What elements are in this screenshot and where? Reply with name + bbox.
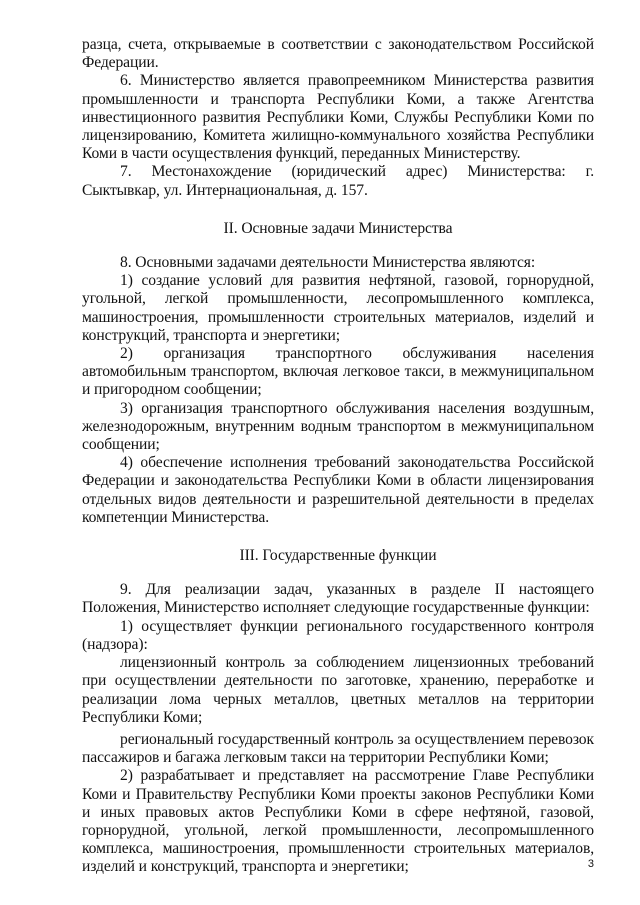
page-number: 3	[587, 858, 594, 870]
paragraph-8: 8. Основными задачами деятельности Министерства являются:	[120, 254, 536, 272]
paragraph-8-item-1: 1) создание условий для развития нефтяной, газовой, горнорудной, угольной, легкой промышленности, лесопромышленного комплекса, машиностроения, промышленности строительных материалов, изделий и конструкций, транспорта и энергетики;	[82, 272, 594, 344]
paragraph-9-item-1b: региональный государственный контроль за осуществлением перевозок пассажиров и багажа легковым такси на территории Республики Коми;	[82, 730, 594, 767]
paragraph-9: 9. Для реализации задач, указанных в разделе II настоящего Положения, Министерство исполняет следующие государственные функции:	[82, 581, 594, 617]
paragraph-8-item-2: 2) организация транспортного обслуживания населения автомобильным транспортом, включая легковое такси, в межмуниципальном и пригородном сообщении;	[82, 345, 594, 399]
section-heading-3: III. Государственные функции	[239, 547, 437, 565]
document-body	[82, 36, 594, 877]
section-heading-2: II. Основные задачи Министерства	[223, 219, 453, 237]
paragraph-continuation: разца, счета, открываемые в соответствии с законодательством Российской Федерации.	[82, 36, 594, 72]
paragraph-9-item-2: 2) разрабатывает и представляет на рассмотрение Главе Республики Коми и Правительству Республики Коми проекты законов Республики Коми и иных правовых актов Республики Коми в сфере нефтяной, газовой, горнорудной, угольной, легкой промышленности, лесопромышленного комплекса, машиностроения, промышленности строительных материалов, изделий и конструкций, транспорта и энергетики;	[82, 767, 594, 876]
paragraph-9-item-1a: лицензионный контроль за соблюдением лицензионных требований при осуществлении деятельности по заготовке, хранению, переработке и реализации лома черных металлов, цветных металлов на территории Республики Коми;	[82, 654, 594, 726]
paragraph-9-item-1: 1) осуществляет функции регионального государственного контроля (надзора):	[82, 617, 594, 653]
paragraph-8-item-4: 4) обеспечение исполнения требований законодательства Российской Федерации и законодательства Республики Коми в области лицензирования отдельных видов деятельности и разрешительной деятельности в пределах компетенции Министерства.	[82, 454, 594, 526]
paragraph-8-item-3: 3) организация транспортного обслуживания населения воздушным, железнодорожным, внутренним водным транспортом в межмуниципальном сообщении;	[82, 399, 594, 454]
paragraph-6: 6. Министерство является правопреемником Министерства развития промышленности и транспорта Республики Коми, а также Агентства инвестиционного развития Республики Коми, Службы Республики Коми по лицензированию, Комитета жилищно-коммунального хозяйства Республики Коми в части осуществления функций, переданных Министерству.	[82, 72, 594, 163]
paragraph-7: 7. Местонахождение (юридический адрес) Министерства: г. Сыктывкар, ул. Интернациональная, д. 157.	[82, 163, 594, 199]
